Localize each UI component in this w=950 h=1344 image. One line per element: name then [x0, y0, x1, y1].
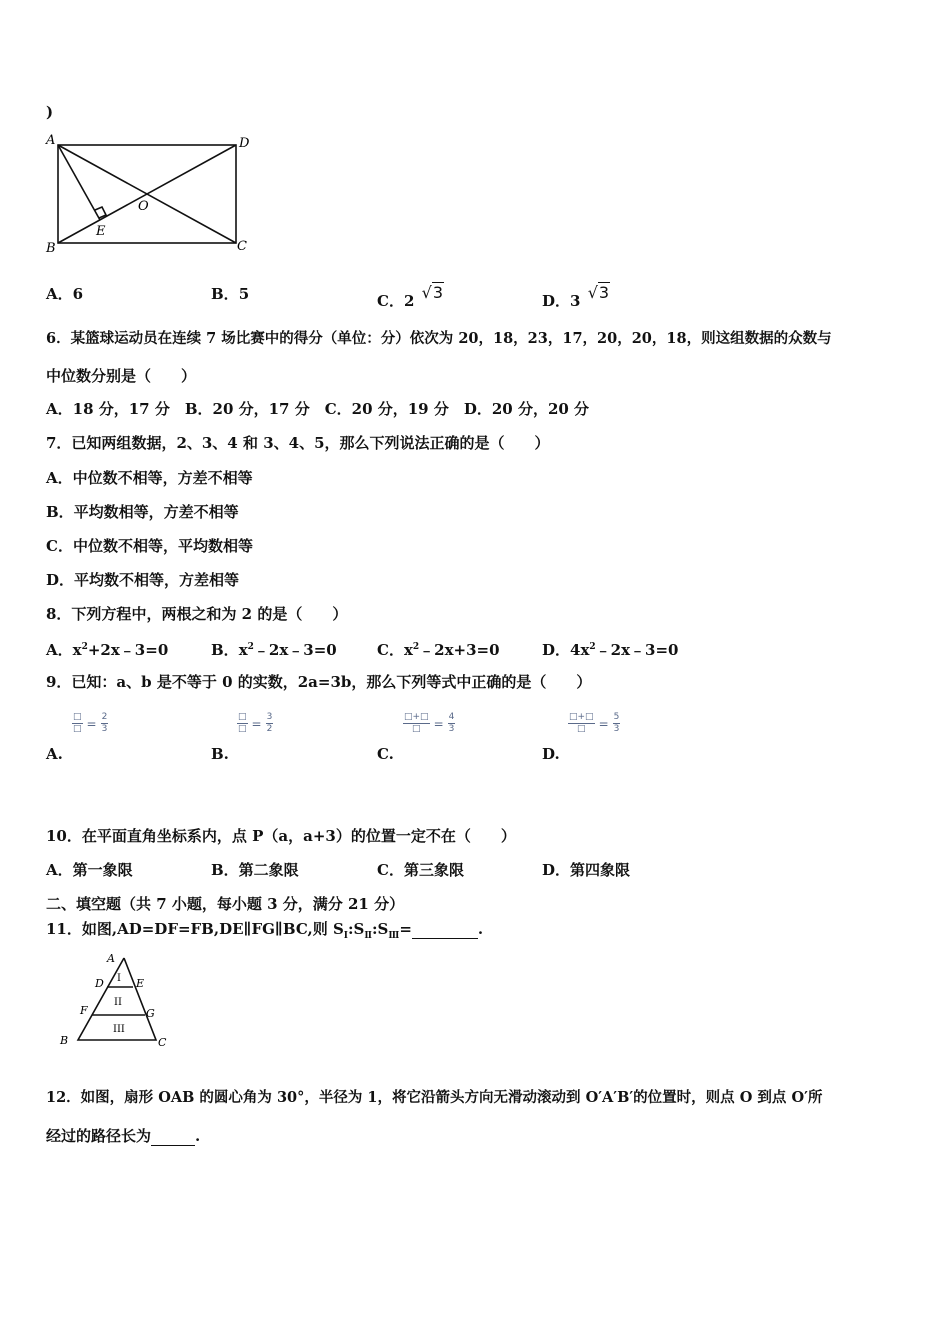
q6-stem-line2: 中位数分别是（ ） [46, 367, 197, 385]
q5-option-a[interactable]: A．6 [46, 285, 84, 303]
q8-stem: 8．下列方程中，两根之和为 2 的是（ ） [46, 605, 348, 623]
svg-text:C: C [158, 1036, 167, 1049]
q8-option-a[interactable]: A．$x^2+2x﹣3=0$ [46, 641, 169, 659]
svg-text:II: II [114, 997, 122, 1008]
svg-text:D: D [95, 977, 104, 990]
q7-option-b[interactable]: B．平均数相等，方差不相等 [46, 503, 239, 521]
q7-stem: 7．已知两组数据，2、3、4 和 3、4、5，那么下列说法正确的是（ ） [46, 434, 550, 452]
q9-option-a-formula: □ □ = $\frac{2}{3}$ [73, 712, 108, 734]
q9-option-b-formula: □ □ = $\frac{3}{2}$ [238, 712, 273, 734]
q5-option-d[interactable]: D．3 √3 [542, 283, 610, 310]
label-o: O [138, 199, 149, 214]
q7-option-a[interactable]: A．中位数不相等，方差不相等 [46, 469, 253, 487]
label-b: B [46, 241, 56, 255]
q11-answer-blank[interactable] [412, 920, 478, 939]
q7-option-d[interactable]: D．平均数不相等，方差相等 [46, 571, 240, 589]
section-heading-fill-in: 二、填空题（共 7 小题，每小题 3 分，满分 21 分） [46, 895, 405, 913]
label-e: E [96, 224, 106, 239]
q12-stem-line2: 经过的路径长为 . [46, 1127, 201, 1145]
q9-option-c[interactable]: C. [377, 745, 394, 763]
q5-option-b[interactable]: B．5 [211, 285, 250, 303]
label-d: D [239, 136, 250, 151]
q11-triangle-figure [54, 950, 174, 1050]
q9-option-c-formula: □+□ □ = $\frac{4}{3}$ [404, 712, 455, 734]
sqrt-icon: √3 [421, 283, 444, 302]
svg-text:A: A [107, 952, 115, 965]
q6-stem-line1: 6．某篮球运动员在连续 7 场比赛中的得分（单位：分）依次为 20，18，23，17，20，20，18，则这组数据的众数与 [46, 330, 832, 347]
q10-option-d[interactable]: D．第四象限 [542, 861, 631, 879]
svg-text:I: I [117, 973, 121, 984]
svg-text:B: B [60, 1034, 69, 1047]
q10-option-c[interactable]: C．第三象限 [377, 861, 464, 879]
q5-rectangle-figure [44, 130, 254, 255]
q5-option-c[interactable]: C．2 √3 [377, 283, 444, 310]
q6-options[interactable]: A．18 分，17 分 B．20 分，17 分 C．20 分，19 分 D．20 分，20 分 [46, 400, 590, 418]
q11-stem: 11．如图,AD=DF=FB,DE∥FG∥BC,则 $S_Ⅰ:S_Ⅱ:S_Ⅲ=$ . [46, 920, 484, 941]
q12-stem-line1: 12．如图，扇形 OAB 的圆心角为 30°，半径为 1，将它沿箭头方向无滑动滚动到 O′A′B′的位置时，则点 O 到点 O′所 [46, 1089, 823, 1106]
q10-stem: 10．在平面直角坐标系内，点 P（a，a+3）的位置一定不在（ ） [46, 827, 516, 845]
q9-stem: 9．已知：a、b 是不等于 0 的实数，2a=3b，那么下列等式中正确的是（ ） [46, 673, 592, 691]
label-a: A [46, 133, 56, 148]
svg-text:E: E [136, 977, 145, 990]
q8-option-b[interactable]: B．$x^2﹣2x﹣3=0$ [211, 641, 337, 659]
svg-text:III: III [113, 1024, 125, 1035]
q9-option-b[interactable]: B. [211, 745, 229, 763]
q8-option-c[interactable]: C．$x^2﹣2x+3=0$ [377, 641, 500, 659]
svg-text:F: F [80, 1004, 88, 1017]
q5-closing-paren: ) [46, 103, 54, 121]
q7-option-c[interactable]: C．中位数不相等，平均数相等 [46, 537, 253, 555]
q10-option-b[interactable]: B．第二象限 [211, 861, 299, 879]
sqrt-icon: √3 [587, 283, 610, 302]
q9-option-d[interactable]: D. [542, 745, 560, 763]
q9-option-a[interactable]: A. [46, 745, 63, 763]
q8-option-d[interactable]: D．$4x^2﹣2x﹣3=0$ [542, 641, 679, 659]
svg-text:G: G [146, 1007, 155, 1020]
q12-answer-blank[interactable] [151, 1127, 195, 1146]
q10-option-a[interactable]: A．第一象限 [46, 861, 133, 879]
label-c: C [237, 239, 247, 254]
q9-option-d-formula: □+□ □ = $\frac{5}{3}$ [569, 712, 620, 734]
